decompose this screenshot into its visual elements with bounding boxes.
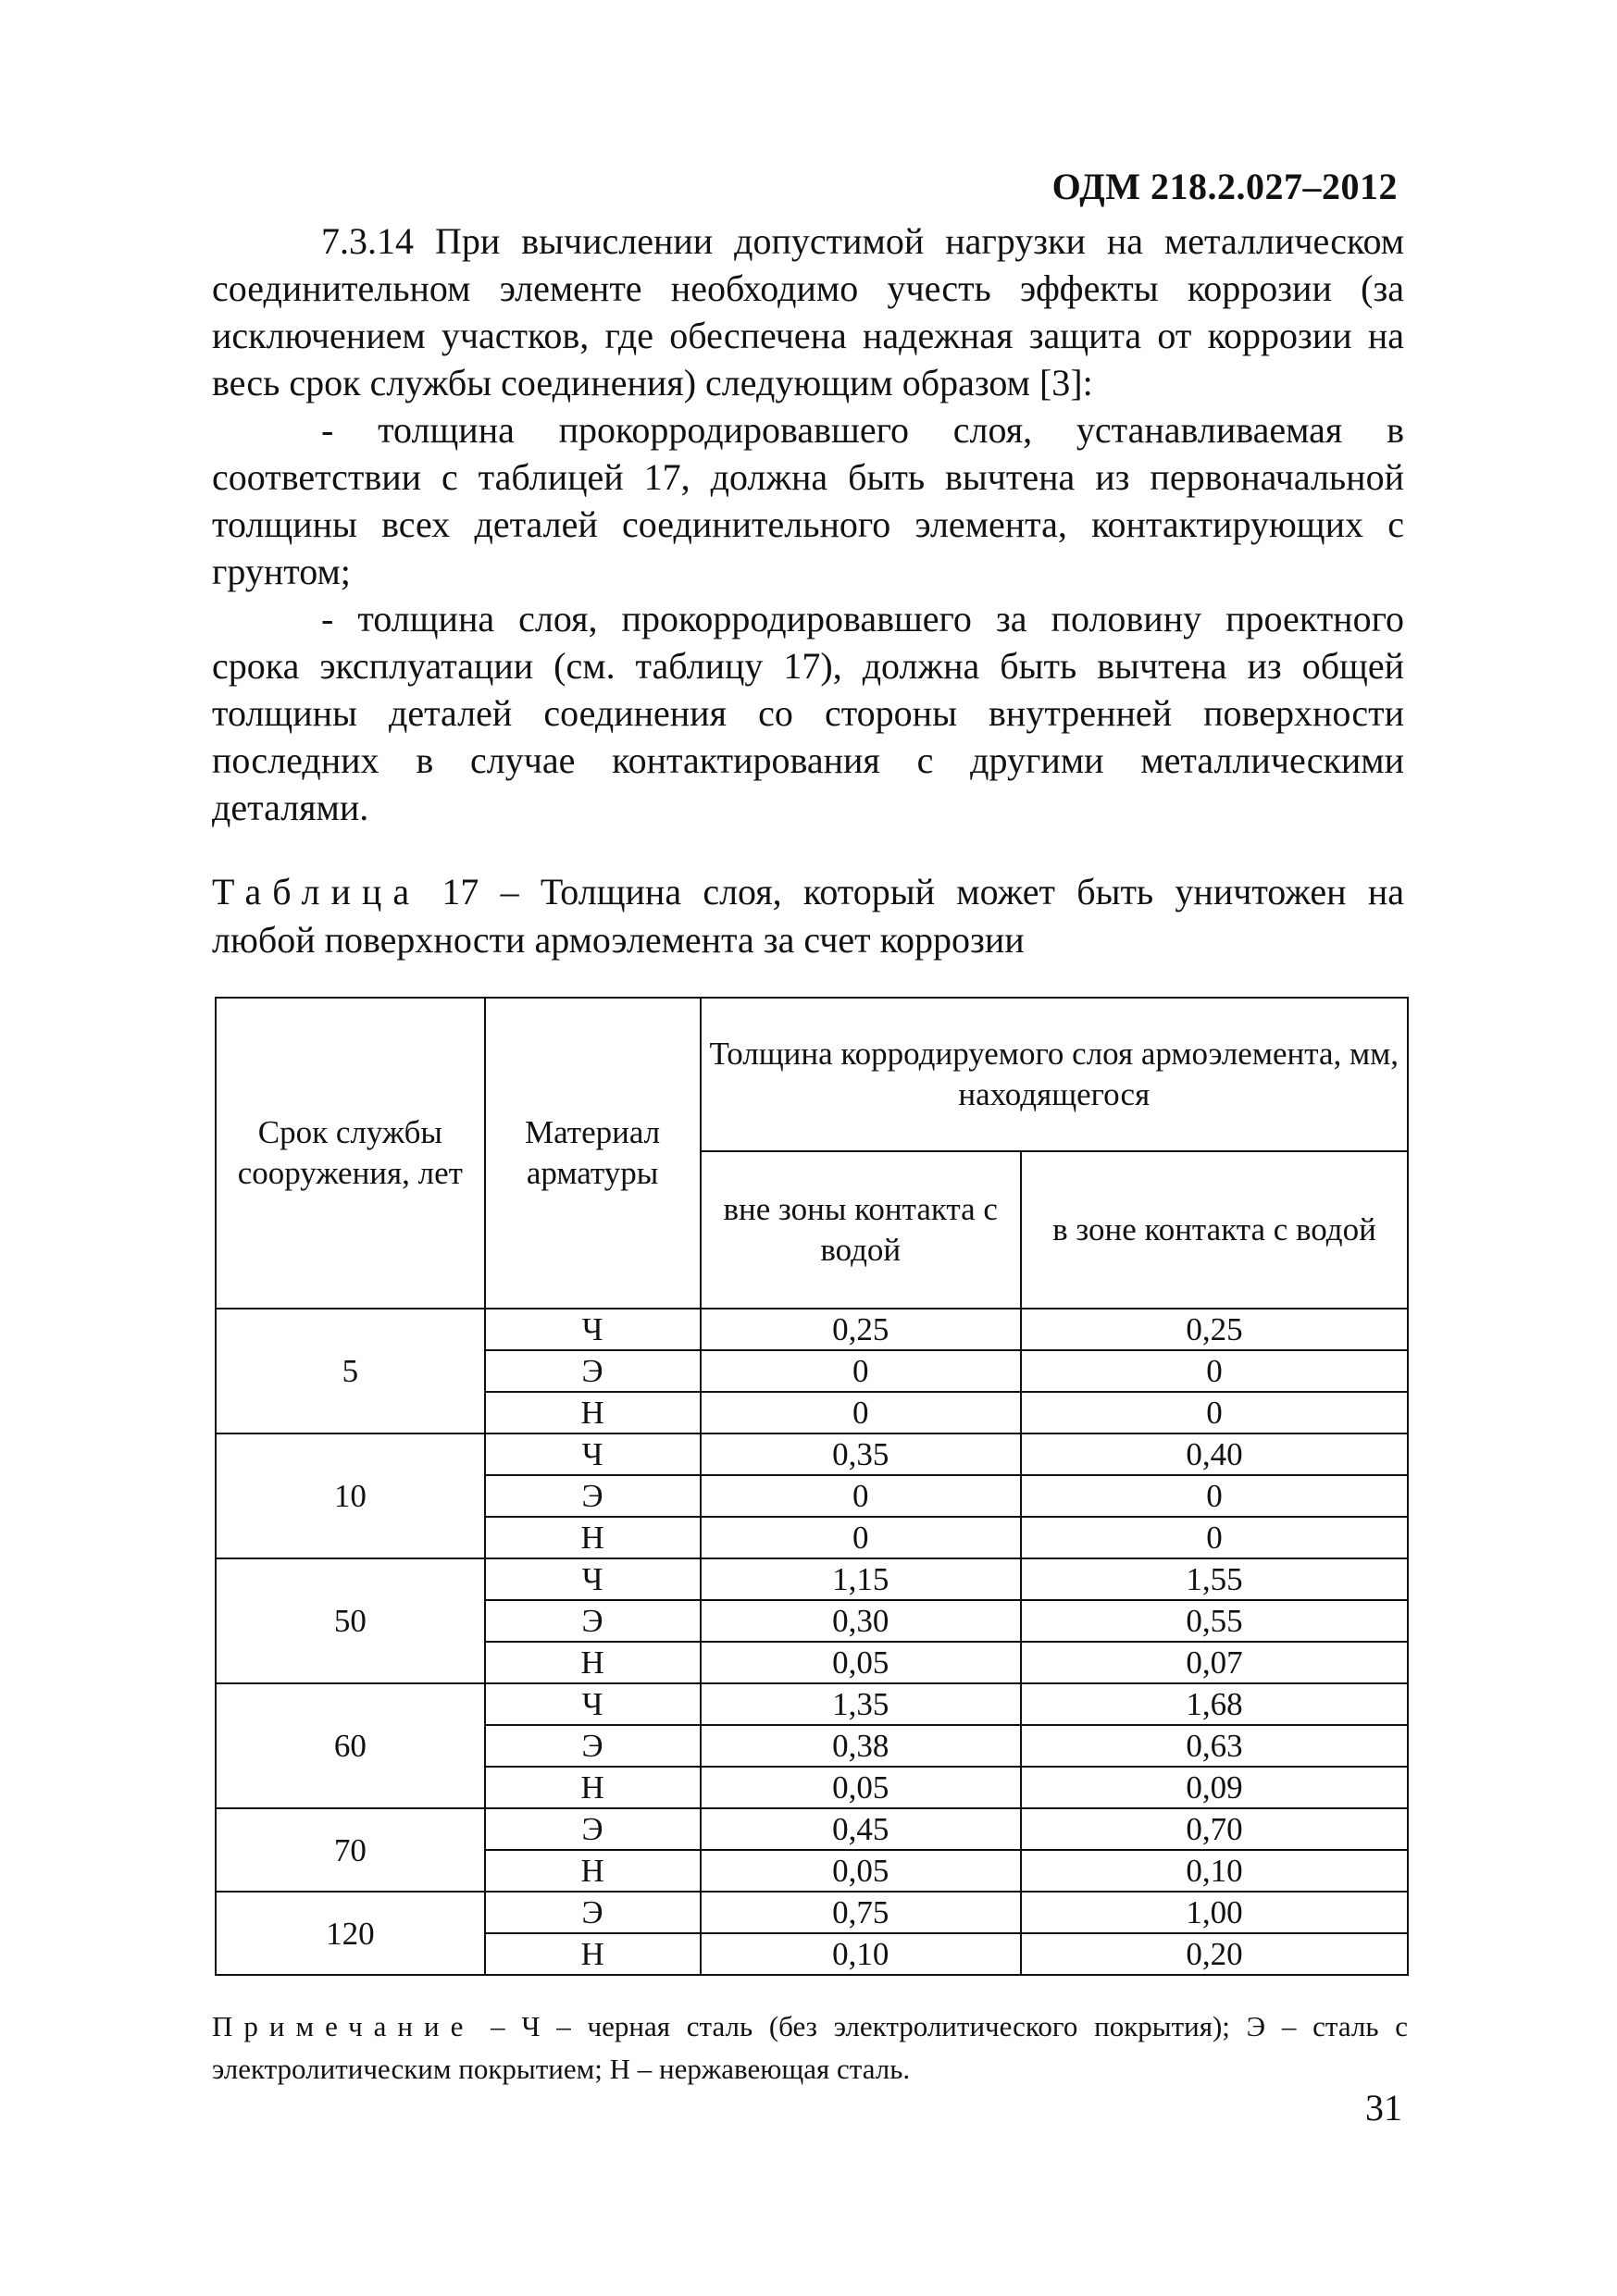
material-cell: Э bbox=[485, 1725, 701, 1767]
page-number: 31 bbox=[1365, 2087, 1402, 2128]
years-cell: 60 bbox=[216, 1683, 485, 1808]
outside-cell: 0,30 bbox=[701, 1600, 1021, 1642]
outside-cell: 0 bbox=[701, 1517, 1021, 1558]
inside-cell: 1,68 bbox=[1021, 1683, 1408, 1725]
table-caption-label: Таблица bbox=[212, 871, 421, 912]
material-cell: Ч bbox=[485, 1433, 701, 1475]
material-cell: Э bbox=[485, 1808, 701, 1850]
years-cell: 10 bbox=[216, 1433, 485, 1558]
table-note bbox=[212, 2005, 1408, 2091]
header-thickness-group: Толщина корродируемого слоя армоэлемента, мм, находящегося bbox=[701, 998, 1408, 1151]
table-row bbox=[216, 1309, 1408, 1350]
material-cell: Н bbox=[485, 1767, 701, 1808]
outside-cell: 0,75 bbox=[701, 1892, 1021, 1933]
inside-cell: 0,10 bbox=[1021, 1850, 1408, 1892]
outside-cell: 0,25 bbox=[701, 1309, 1021, 1350]
material-cell: Н bbox=[485, 1392, 701, 1433]
material-cell: Н bbox=[485, 1517, 701, 1558]
inside-cell: 0 bbox=[1021, 1517, 1408, 1558]
outside-cell: 1,15 bbox=[701, 1558, 1021, 1600]
outside-cell: 0 bbox=[701, 1350, 1021, 1392]
paragraph-bullet-1: - толщина прокорродировавшего слоя, устанавливаемая в соответствии с таблицей 17, должна быть вычтена из первоначальной толщины всех деталей соединительного элемента, контактирующих с грунтом; bbox=[212, 409, 1404, 592]
years-cell: 70 bbox=[216, 1808, 485, 1892]
inside-cell: 1,55 bbox=[1021, 1558, 1408, 1600]
header-outside-water: вне зоны контакта с водой bbox=[701, 1151, 1021, 1309]
table-row bbox=[216, 1808, 1408, 1850]
corrosion-table bbox=[215, 997, 1409, 1976]
outside-cell: 0,05 bbox=[701, 1642, 1021, 1683]
table-row bbox=[216, 1433, 1408, 1475]
note-label: Примечание bbox=[212, 2010, 475, 2042]
paragraph-7-3-14: 7.3.14 При вычислении допустимой нагрузки на металлическом соединительном элементе необходимо учесть эффекты коррозии (за исключением участков, где обеспечена надежная защита от коррозии на весь срок службы соединения) следующим образом [3]: bbox=[212, 220, 1404, 403]
material-cell: Ч bbox=[485, 1558, 701, 1600]
table-row bbox=[216, 1683, 1408, 1725]
header-service-life: Срок службы сооружения, лет bbox=[216, 998, 485, 1309]
material-cell: Ч bbox=[485, 1309, 701, 1350]
material-cell: Э bbox=[485, 1475, 701, 1517]
inside-cell: 0,09 bbox=[1021, 1767, 1408, 1808]
note-text: – Ч – черная сталь (без электролитического покрытия); Э – сталь с электролитическим покрытием; Н – нержавеющая сталь. bbox=[212, 2010, 1408, 2085]
table-caption-text: 17 – Толщина слоя, который может быть уничтожен на любой поверхности армоэлемента за счет коррозии bbox=[212, 871, 1404, 961]
material-cell: Ч bbox=[485, 1683, 701, 1725]
inside-cell: 0,63 bbox=[1021, 1725, 1408, 1767]
outside-cell: 0,45 bbox=[701, 1808, 1021, 1850]
table-row bbox=[216, 1892, 1408, 1933]
table-row bbox=[216, 1558, 1408, 1600]
outside-cell: 1,35 bbox=[701, 1683, 1021, 1725]
material-cell: Н bbox=[485, 1642, 701, 1683]
years-cell: 50 bbox=[216, 1558, 485, 1683]
years-cell: 120 bbox=[216, 1892, 485, 1975]
outside-cell: 0,05 bbox=[701, 1850, 1021, 1892]
paragraph-bullet-2: - толщина слоя, прокорродировавшего за половину проектного срока эксплуатации (см. таблицу 17), должна быть вычтена из общей толщины деталей соединения со стороны внутренней поверхности последних в случае контактирования с другими металлическими деталями. bbox=[212, 598, 1404, 828]
years-cell: 5 bbox=[216, 1309, 485, 1433]
outside-cell: 0,05 bbox=[701, 1767, 1021, 1808]
material-cell: Э bbox=[485, 1892, 701, 1933]
inside-cell: 0,70 bbox=[1021, 1808, 1408, 1850]
table-caption bbox=[212, 868, 1404, 964]
outside-cell: 0,35 bbox=[701, 1433, 1021, 1475]
outside-cell: 0,10 bbox=[701, 1933, 1021, 1975]
inside-cell: 0,20 bbox=[1021, 1933, 1408, 1975]
inside-cell: 1,00 bbox=[1021, 1892, 1408, 1933]
document-code: ОДМ 218.2.027–2012 bbox=[1051, 166, 1398, 207]
outside-cell: 0 bbox=[701, 1475, 1021, 1517]
inside-cell: 0 bbox=[1021, 1350, 1408, 1392]
inside-cell: 0,07 bbox=[1021, 1642, 1408, 1683]
body-text bbox=[212, 217, 1404, 831]
material-cell: Н bbox=[485, 1850, 701, 1892]
material-cell: Э bbox=[485, 1350, 701, 1392]
material-cell: Н bbox=[485, 1933, 701, 1975]
inside-cell: 0 bbox=[1021, 1475, 1408, 1517]
header-material: Материал арматуры bbox=[485, 998, 701, 1309]
material-cell: Э bbox=[485, 1600, 701, 1642]
inside-cell: 0,40 bbox=[1021, 1433, 1408, 1475]
outside-cell: 0 bbox=[701, 1392, 1021, 1433]
outside-cell: 0,38 bbox=[701, 1725, 1021, 1767]
inside-cell: 0,55 bbox=[1021, 1600, 1408, 1642]
inside-cell: 0,25 bbox=[1021, 1309, 1408, 1350]
inside-cell: 0 bbox=[1021, 1392, 1408, 1433]
header-inside-water: в зоне контакта с водой bbox=[1021, 1151, 1408, 1309]
